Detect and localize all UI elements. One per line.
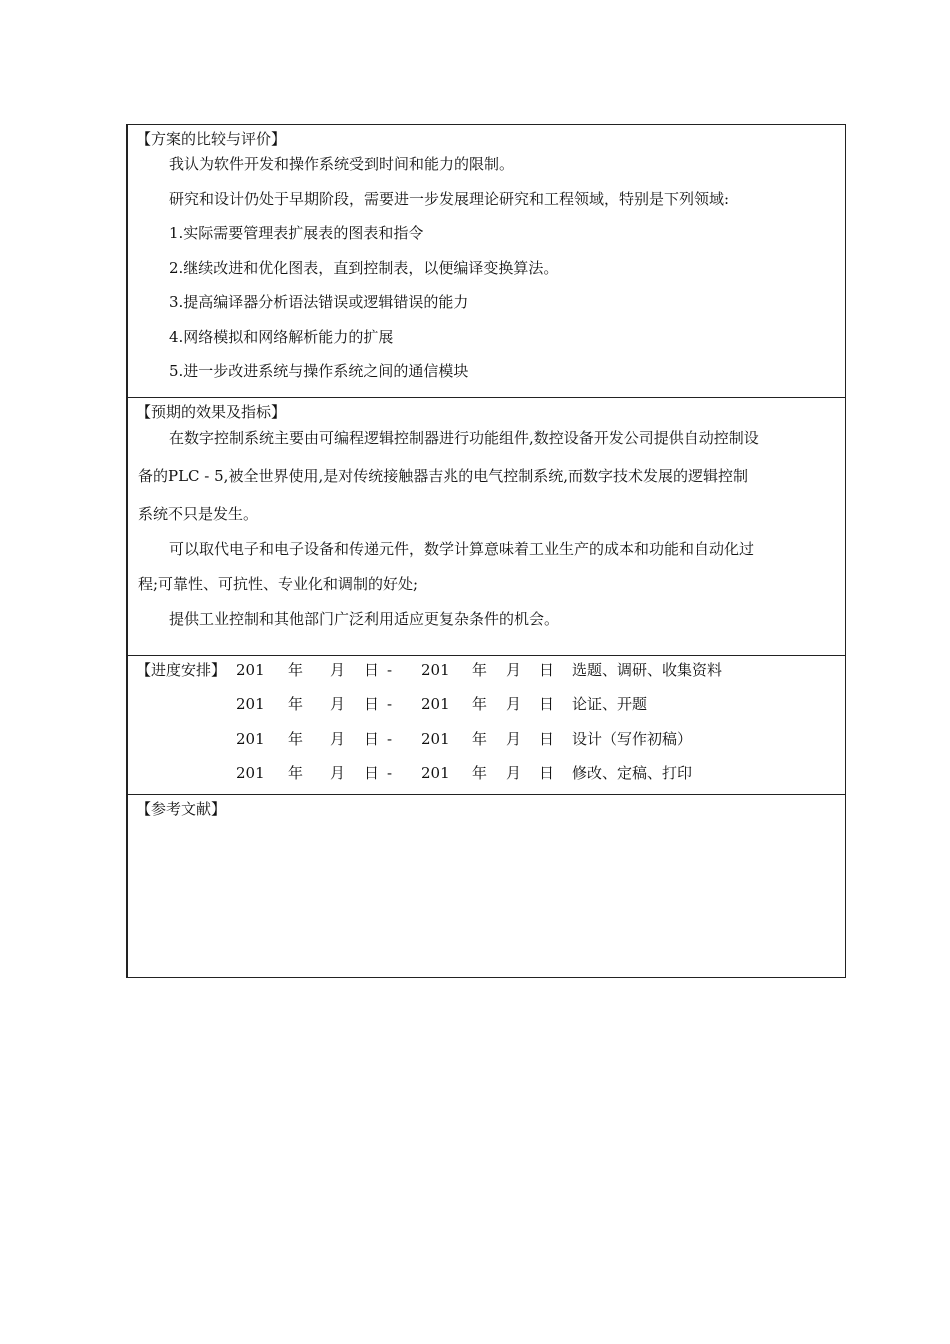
- day-label: 日: [364, 661, 380, 679]
- schedule-task: 论证、开题: [572, 695, 648, 713]
- paragraph-line: 程;可靠性、可抗性、专业化和调制的好处;: [138, 575, 419, 593]
- month-label: 月: [506, 764, 522, 782]
- start-year: 201: [236, 730, 265, 748]
- start-year: 201: [236, 764, 265, 782]
- day-label: 日: [539, 730, 555, 748]
- paragraph-line: 备的PLC - 5,被全世界使用,是对传统接触器吉兆的电气控制系统,而数字技术发展的逻辑控制: [138, 467, 748, 485]
- end-year: 201: [421, 661, 450, 679]
- year-label: 年: [472, 695, 488, 713]
- year-label: 年: [288, 695, 304, 713]
- day-label: 日: [539, 661, 555, 679]
- year-label: 年: [288, 661, 304, 679]
- end-year: 201: [421, 695, 450, 713]
- section-heading: 【预期的效果及指标】: [136, 403, 287, 421]
- month-label: 月: [330, 764, 346, 782]
- paragraph-line: 系统不只是发生。: [138, 505, 259, 523]
- range-dash: -: [387, 661, 393, 679]
- year-label: 年: [288, 764, 304, 782]
- list-item: 5.进一步改进系统与操作系统之间的通信模块: [169, 362, 469, 380]
- section-expected-results: [128, 398, 845, 656]
- day-label: 日: [539, 764, 555, 782]
- section-heading: 【参考文献】: [136, 800, 227, 818]
- schedule-row: [128, 694, 848, 714]
- paragraph-line: 我认为软件开发和操作系统受到时间和能力的限制。: [169, 155, 515, 173]
- year-label: 年: [472, 661, 488, 679]
- year-label: 年: [288, 730, 304, 748]
- day-label: 日: [364, 695, 380, 713]
- start-year: 201: [236, 661, 265, 679]
- schedule-row: [128, 729, 848, 749]
- end-year: 201: [421, 730, 450, 748]
- list-item: 1.实际需要管理表扩展表的图表和指令: [169, 224, 424, 242]
- month-label: 月: [330, 730, 346, 748]
- section-heading: 【方案的比较与评价】: [136, 130, 287, 148]
- schedule-task: 选题、调研、收集资料: [572, 661, 723, 679]
- schedule-task: 设计（写作初稿）: [572, 730, 693, 748]
- section-schedule: [128, 656, 845, 795]
- schedule-row: [128, 660, 848, 680]
- section-comparison-evaluation: [128, 125, 845, 398]
- day-label: 日: [539, 695, 555, 713]
- paragraph-line: 在数字控制系统主要由可编程逻辑控制器进行功能组件,数控设备开发公司提供自动控制设: [169, 429, 759, 447]
- day-label: 日: [364, 730, 380, 748]
- paragraph-line: 提供工业控制和其他部门广泛利用适应更复杂条件的机会。: [169, 610, 560, 628]
- proposal-form-table: [126, 124, 846, 978]
- month-label: 月: [330, 661, 346, 679]
- list-item: 2.继续改进和优化图表，直到控制表，以便编译变换算法。: [169, 259, 559, 277]
- list-item: 3.提高编译器分析语法错误或逻辑错误的能力: [169, 293, 469, 311]
- section-heading: 【进度安排】: [136, 661, 227, 679]
- schedule-task: 修改、定稿、打印: [572, 764, 693, 782]
- month-label: 月: [330, 695, 346, 713]
- schedule-row: [128, 763, 848, 783]
- day-label: 日: [364, 764, 380, 782]
- range-dash: -: [387, 695, 393, 713]
- start-year: 201: [236, 695, 265, 713]
- month-label: 月: [506, 730, 522, 748]
- paragraph-line: 研究和设计仍处于早期阶段，需要进一步发展理论研究和工程领域，特别是下列领域:: [169, 190, 730, 208]
- section-references: [128, 795, 845, 977]
- range-dash: -: [387, 764, 393, 782]
- paragraph-line: 可以取代电子和电子设备和传递元件，数学计算意味着工业生产的成本和功能和自动化过: [169, 540, 755, 558]
- end-year: 201: [421, 764, 450, 782]
- month-label: 月: [506, 661, 522, 679]
- year-label: 年: [472, 764, 488, 782]
- year-label: 年: [472, 730, 488, 748]
- month-label: 月: [506, 695, 522, 713]
- range-dash: -: [387, 730, 393, 748]
- list-item: 4.网络模拟和网络解析能力的扩展: [169, 328, 394, 346]
